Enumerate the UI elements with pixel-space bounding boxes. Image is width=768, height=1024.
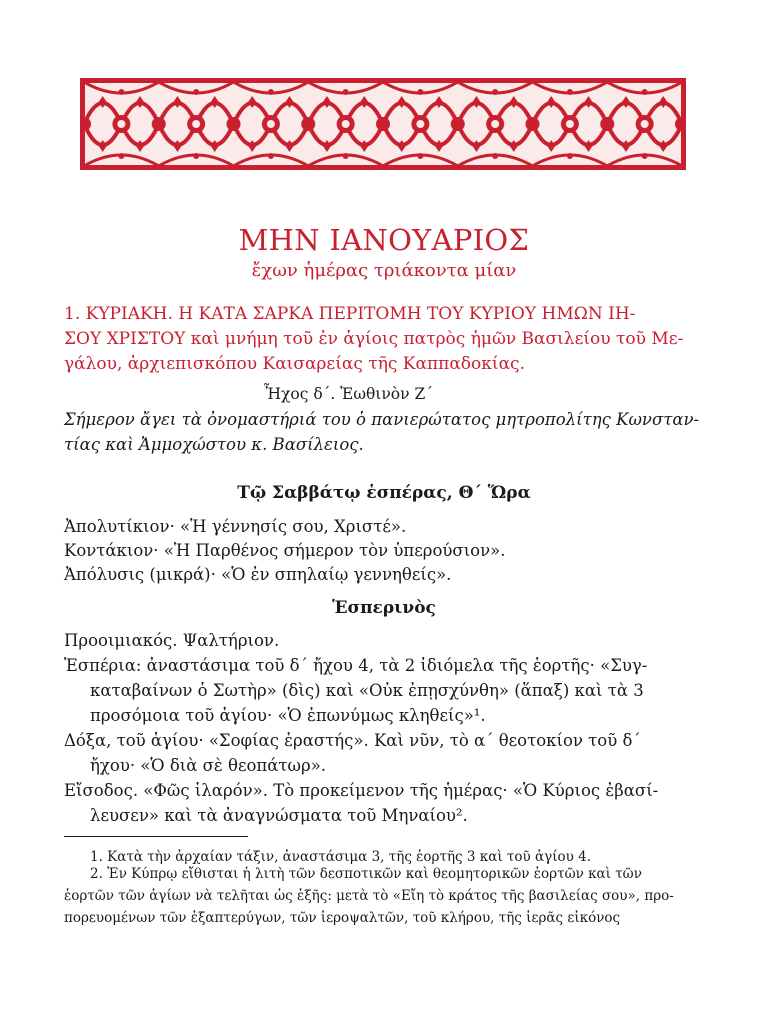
section-heading-vespers-eve: Τῷ Σαββάτῳ ἑσπέρας, Θ΄ Ὥρα	[237, 483, 531, 503]
feast-heading	[64, 302, 704, 377]
ornamental-header-banner	[80, 78, 686, 170]
feast-line: γάλου, ἀρχιεπισκόπου Καισαρείας τῆς Καππαδοκίας.	[64, 354, 525, 374]
footnote-2	[64, 863, 704, 929]
note-line: τίας καὶ Ἀμμοχώστου κ. Βασίλειος.	[64, 435, 364, 454]
vespers-list	[64, 628, 704, 828]
section-heading-vespers: Ἑσπερινὸς	[332, 598, 436, 618]
footnote-line: ἑορτῶν τῶν ἁγίων νὰ τελῆται ὡς ἑξῆς: μετὰ τὸ «Εἴη τὸ κράτος τῆς βασιλείας σου», προ-	[64, 888, 674, 904]
footnote-line: πορευομένων τῶν ἑξαπτερύγων, τῶν ἱεροψαλτῶν, τοῦ κλήρου, τῆς ἱερᾶς εἰκόνος	[64, 910, 621, 926]
note-line: Σήμερον ἄγει τὰ ὀνομαστήριά του ὁ πανιερώτατος μητροπολίτης Κωνσταν-	[64, 410, 700, 429]
list-item: Ἀπολυτίκιον· «Ἡ γέννησίς σου, Χριστέ».	[64, 517, 407, 536]
list-item-continuation: καταβαίνων ὁ Σωτὴρ» (δὶς) καὶ «Οὐκ ἐπῃσχύνθη» (ἅπαξ) καὶ τὰ 3	[90, 681, 644, 700]
list-item-continuation: ἤχου· «Ὁ διὰ σὲ θεοπάτωρ».	[90, 756, 327, 775]
note-paragraph	[64, 407, 704, 457]
hours-list	[64, 515, 704, 587]
list-item: Κοντάκιον· «Ἡ Παρθένος σήμερον τὸν ὑπερούσιον».	[64, 541, 506, 560]
list-item: Δόξα, τοῦ ἁγίου· «Σοφίας ἐραστής». Καὶ νῦν, τὸ α΄ θεοτοκίον τοῦ δ΄	[64, 731, 641, 750]
feast-line: 1. ΚΥΡΙΑΚΗ. Η ΚΑΤΑ ΣΑΡΚΑ ΠΕΡΙΤΟΜΗ ΤΟΥ ΚΥΡΙΟΥ ΗΜΩΝ ΙΗ-	[64, 304, 636, 324]
month-subtitle: ἔχων ἡμέρας τριάκοντα μίαν	[251, 260, 517, 281]
month-title: ΜΗΝ ΙΑΝΟΥΑΡΙΟΣ	[238, 223, 530, 257]
feast-line: ΣΟΥ ΧΡΙΣΤΟΥ καὶ μνήμη τοῦ ἐν ἁγίοις πατρὸς ἡμῶν Βασιλείου τοῦ Με-	[64, 329, 684, 349]
tone-line: Ἦχος δ΄. Ἑωθινὸν Ζ΄	[264, 385, 433, 403]
list-item: Ἑσπέρια: ἀναστάσιμα τοῦ δ΄ ἤχου 4, τὰ 2 ἰδιόμελα τῆς ἑορτῆς· «Συγ-	[64, 656, 648, 675]
list-item: Ἀπόλυσις (μικρά)· «Ὁ ἐν σπηλαίῳ γεννηθείς».	[64, 565, 452, 584]
list-item-continuation: προσόμοια τοῦ ἁγίου· «Ὁ ἐπωνύμως κληθείς»¹.	[90, 706, 486, 725]
footnote-line: 2. Ἐν Κύπρῳ εἴθισται ἡ λιτὴ τῶν δεσποτικῶν καὶ θεομητορικῶν ἑορτῶν καὶ τῶν	[90, 866, 642, 882]
footnote-divider	[64, 836, 248, 837]
list-item: Προοιμιακός. Ψαλτήριον.	[64, 631, 280, 650]
list-item-continuation: λευσεν» καὶ τὰ ἀναγνώσματα τοῦ Μηναίου².	[90, 806, 468, 825]
list-item: Εἴσοδος. «Φῶς ἱλαρόν». Τὸ προκείμενον τῆς ἡμέρας· «Ὁ Κύριος ἐβασί-	[64, 781, 659, 800]
footnote-line: 1. Κατὰ τὴν ἀρχαίαν τάξιν, ἀναστάσιμα 3, τῆς ἑορτῆς 3 καὶ τοῦ ἁγίου 4.	[90, 849, 591, 865]
